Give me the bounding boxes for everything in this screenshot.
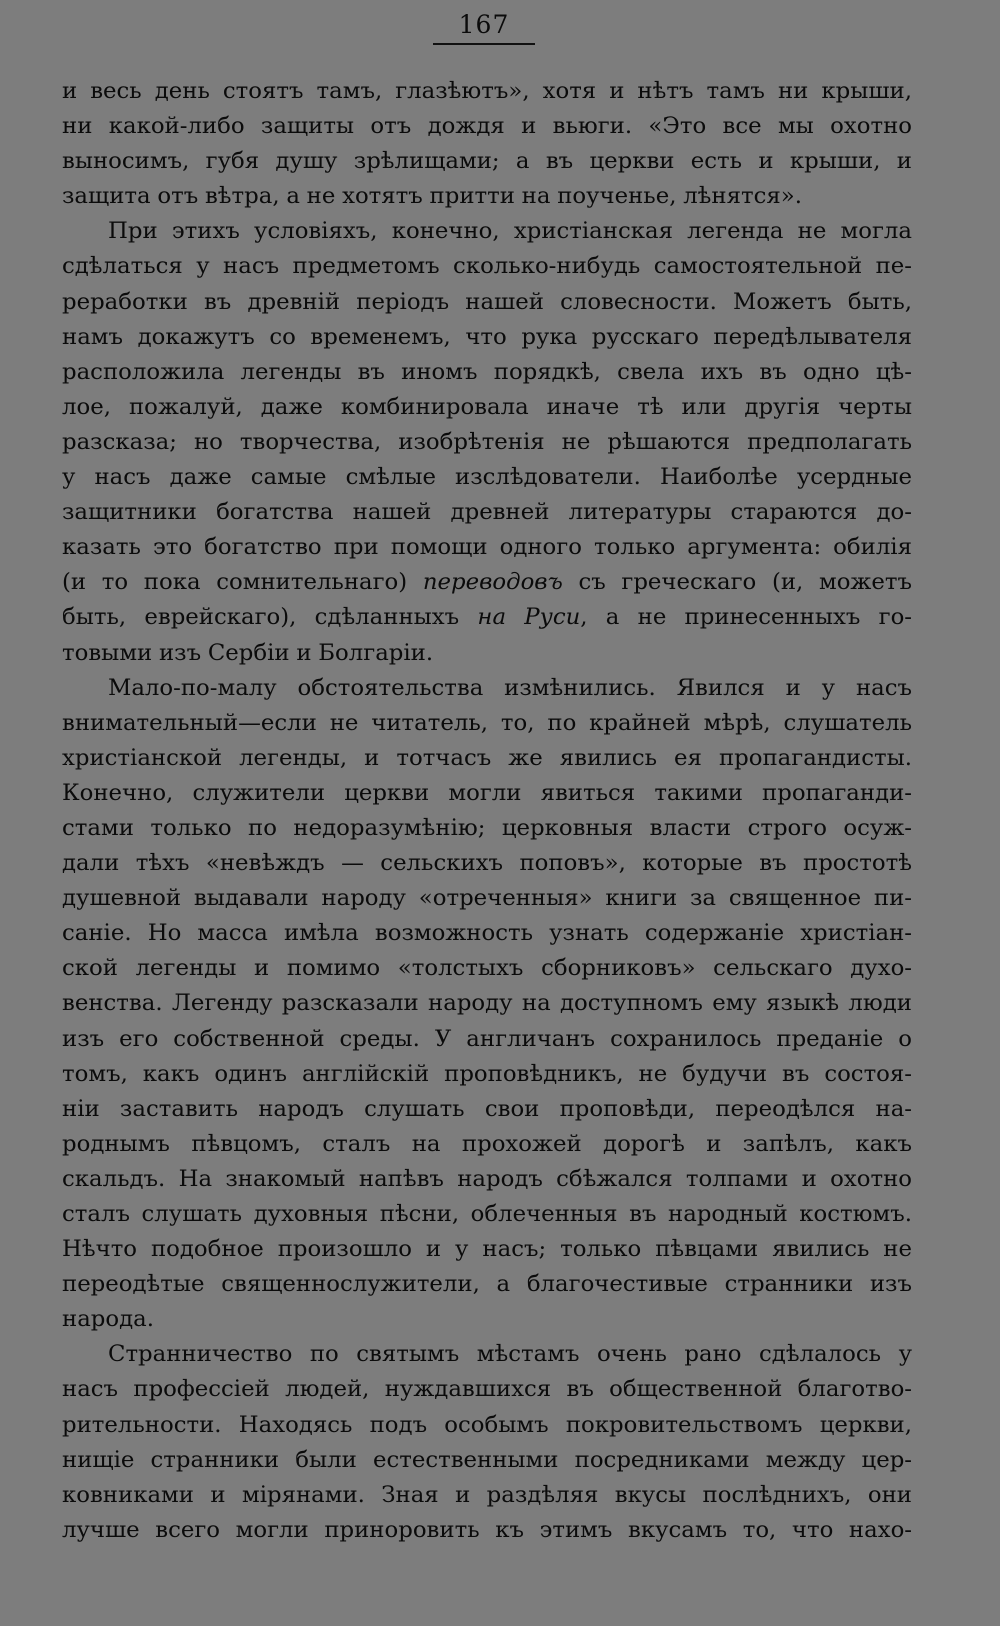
text-line: товыми изъ Сербіи и Болгаріи.: [62, 639, 434, 666]
text-line: ніи заставить народъ слушать свои проповѣди, переодѣлся на-: [62, 1095, 912, 1122]
text-line: лучше всего могли приноровить къ этимъ вкусамъ то, что нахо-: [62, 1516, 912, 1543]
text-line: намъ докажутъ со временемъ, что рука русскаго передѣлывателя: [62, 323, 912, 350]
text-line: народа.: [62, 1306, 154, 1333]
text-line: душевной выдавали народу «отреченныя» книги за священное пи-: [62, 885, 912, 912]
italic-word: переводовъ: [422, 569, 563, 596]
text-line: ской легенды и помимо «толстыхъ сборниковъ» сельскаго духо-: [62, 955, 912, 982]
text-line: внимательный—если не читатель, то, по крайней мѣрѣ, слушатель: [62, 709, 912, 736]
text-line: рительности. Находясь подъ особымъ покровительствомъ церкви,: [62, 1411, 912, 1438]
text-line: выносимъ, губя душу зрѣлищами; а въ церкви есть и крыши, и: [62, 148, 912, 175]
text-line: скальдъ. На знакомый напѣвъ народъ сбѣжался толпами и охотно: [62, 1165, 912, 1192]
text-line: реработки въ древній періодъ нашей словесности. Можетъ быть,: [62, 288, 912, 315]
text-line: защита отъ вѣтра, а не хотятъ притти на поученье, лѣнятся».: [62, 183, 802, 210]
italic-word: на Руси: [477, 604, 581, 631]
text-line: саніе. Но масса имѣла возможность узнать содержаніе христіан-: [62, 920, 912, 947]
text-segment: быть, еврейскаго), сдѣланныхъ: [62, 604, 478, 631]
text-line: изъ его собственной среды. У англичанъ сохранилось преданіе о: [62, 1025, 912, 1052]
text-line: стами только по недоразумѣнію; церковныя власти строго осуж-: [62, 814, 912, 841]
text-line: Нѣчто подобное произошло и у насъ; только пѣвцами явились не: [62, 1236, 912, 1263]
text-line: [62, 565, 912, 600]
text-line: ни какой-либо защиты отъ дождя и вьюги. «Это все мы охотно: [62, 113, 912, 140]
text-line: ковниками и мірянами. Зная и раздѣляя вкусы послѣднихъ, они: [62, 1481, 912, 1508]
text-line: Конечно, служители церкви могли явиться такими пропаганди-: [62, 779, 912, 806]
page-number: 167: [458, 10, 510, 39]
text-line: защитники богатства нашей древней литературы стараются до-: [62, 499, 912, 526]
text-line: расположила легенды въ иномъ порядкѣ, свела ихъ въ одно цѣ-: [62, 358, 912, 385]
text-line: Странничество по святымъ мѣстамъ очень рано сдѣлалось у: [108, 1341, 912, 1368]
text-segment: , а не принесенныхъ го-: [580, 604, 912, 631]
text-line: разсказа; но творчества, изобрѣтенія не рѣшаются предполагать: [62, 428, 912, 455]
text-line: [62, 600, 912, 635]
text-line: Мало-по-малу обстоятельства измѣнились. Явился и у насъ: [108, 674, 912, 701]
text-line: дали тѣхъ «невѣждъ — сельскихъ поповъ», которые въ простотѣ: [62, 850, 912, 877]
text-line: насъ профессіей людей, нуждавшихся въ общественной благотво-: [62, 1376, 912, 1403]
text-line: роднымъ пѣвцомъ, сталъ на прохожей дорогѣ и запѣлъ, какъ: [62, 1130, 912, 1157]
text-line: сталъ слушать духовныя пѣсни, облеченныя въ народный костюмъ.: [62, 1201, 912, 1227]
text-line: у насъ даже самые смѣлые изслѣдователи. Наиболѣе усердные: [62, 464, 912, 491]
body-text: [62, 74, 912, 1548]
text-segment: съ греческаго (и, можетъ: [562, 569, 912, 596]
text-line: и весь день стоятъ тамъ, глазѣютъ», хотя и нѣтъ тамъ ни крыши,: [62, 78, 912, 104]
text-line: венства. Легенду разсказали народу на доступномъ ему языкѣ люди: [62, 990, 912, 1017]
text-line: томъ, какъ одинъ англійскій проповѣдникъ, не будучи въ состоя-: [62, 1060, 912, 1087]
text-segment: (и то пока сомнительнаго): [62, 569, 423, 596]
text-line: казать это богатство при помощи одного только аргумента: обилія: [62, 534, 912, 561]
text-line: лое, пожалуй, даже комбинировала иначе тѣ или другія черты: [62, 393, 912, 420]
text-line: сдѣлаться у насъ предметомъ сколько-нибудь самостоятельной пе-: [62, 253, 912, 280]
text-line: переодѣтые священнослужители, а благочестивые странники изъ: [62, 1271, 912, 1298]
text-line: христіанской легенды, и тотчасъ же явились ея пропагандисты.: [62, 744, 912, 771]
header-rule: [433, 43, 535, 45]
text-line: нищіе странники были естественными посредниками между цер-: [62, 1446, 912, 1473]
text-line: При этихъ условіяхъ, конечно, христіанская легенда не могла: [108, 218, 912, 245]
